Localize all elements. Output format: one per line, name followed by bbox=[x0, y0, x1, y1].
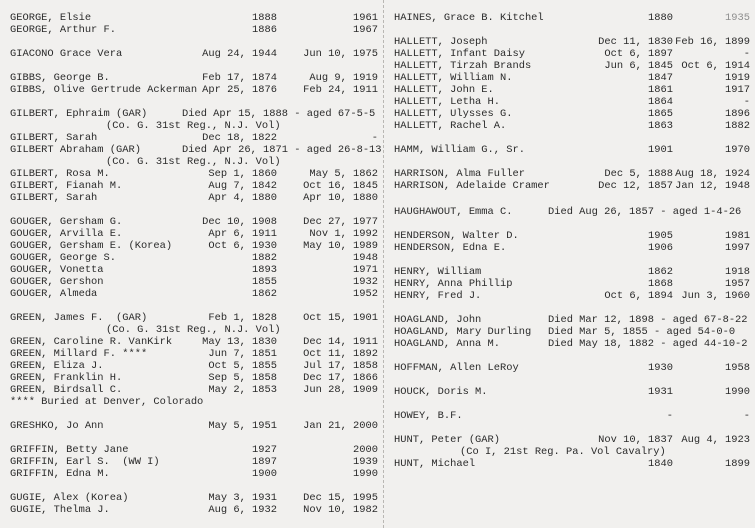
entry-birth-date: Jun 6, 1845 bbox=[604, 60, 673, 72]
entry-death-date: - bbox=[743, 48, 750, 60]
entry-death-date: Aug 9, 1919 bbox=[309, 72, 378, 84]
entry-name: HOAGLAND, Mary Durling bbox=[394, 326, 532, 338]
entry-military-unit: (Co I, 21st Reg. Pa. Vol Cavalry) bbox=[460, 446, 666, 458]
entry-death-date: Oct 15, 1901 bbox=[303, 312, 378, 324]
burial-entry bbox=[0, 456, 383, 468]
entry-death-date: Jun 3, 1960 bbox=[681, 290, 750, 302]
entry-death-date: 1997 bbox=[725, 242, 750, 254]
entry-birth-date: 1901 bbox=[648, 144, 673, 156]
entry-birth-date: May 5, 1951 bbox=[208, 420, 277, 432]
entry-death-date: - bbox=[371, 132, 378, 144]
entry-birth-date: May 13, 1830 bbox=[202, 336, 277, 348]
entry-death-date: 1990 bbox=[725, 386, 750, 398]
entry-name: HENRY, Anna Phillip bbox=[394, 278, 513, 290]
entry-birth-date: - bbox=[666, 410, 673, 422]
burial-entry bbox=[0, 240, 383, 252]
entry-death-date: 1971 bbox=[353, 264, 378, 276]
entry-birth-date: 1930 bbox=[648, 362, 673, 374]
entry-name: HALLETT, John E. bbox=[394, 84, 494, 96]
entry-name: GRIFFIN, Edna M. bbox=[10, 468, 110, 480]
entry-death-date: 1990 bbox=[353, 468, 378, 480]
entry-name: HUNT, Peter (GAR) bbox=[394, 434, 501, 446]
entry-birth-date: Sep 5, 1858 bbox=[208, 372, 277, 384]
burial-entry bbox=[384, 36, 755, 48]
entry-name: HARRISON, Adelaide Cramer bbox=[394, 180, 550, 192]
entry-name: HENRY, William bbox=[394, 266, 482, 278]
entry-birth-date: Oct 6, 1897 bbox=[604, 48, 673, 60]
entry-death-date: 2000 bbox=[353, 444, 378, 456]
burial-entry bbox=[384, 96, 755, 108]
burial-entry bbox=[0, 288, 383, 300]
burial-entry bbox=[384, 168, 755, 180]
burial-entry bbox=[384, 206, 755, 218]
burial-entry bbox=[0, 252, 383, 264]
burial-entry bbox=[0, 144, 383, 156]
entry-name: HALLETT, Tirzah Brands bbox=[394, 60, 532, 72]
entry-birth-date: 1864 bbox=[648, 96, 673, 108]
entry-death-date: Aug 18, 1924 bbox=[675, 168, 750, 180]
burial-entry bbox=[0, 420, 383, 432]
entry-name: HALLETT, Infant Daisy bbox=[394, 48, 525, 60]
burial-entry bbox=[0, 504, 383, 516]
entry-name: GILBERT Abraham (GAR) bbox=[10, 144, 141, 156]
burial-entry bbox=[0, 468, 383, 480]
burial-entry bbox=[0, 180, 383, 192]
entry-name: GREEN, Caroline R. VanKirk bbox=[10, 336, 173, 348]
entry-name: GILBERT, Sarah bbox=[10, 132, 98, 144]
entry-name: HOAGLAND, John bbox=[394, 314, 482, 326]
entry-name: HALLETT, William N. bbox=[394, 72, 513, 84]
entry-death-date: 1896 bbox=[725, 108, 750, 120]
entry-military-unit: (Co. G. 31st Reg., N.J. Vol) bbox=[106, 156, 281, 168]
entry-death-date: - bbox=[743, 96, 750, 108]
burial-entry bbox=[0, 492, 383, 504]
entry-name: GILBERT, Rosa M. bbox=[10, 168, 110, 180]
entry-name: HAUGHAWOUT, Emma C. bbox=[394, 206, 513, 218]
entry-death-date: Nov 10, 1982 bbox=[303, 504, 378, 516]
burial-entry bbox=[384, 144, 755, 156]
burial-entry bbox=[0, 396, 383, 408]
entry-birth-date: Apr 25, 1876 bbox=[202, 84, 277, 96]
entry-death-date: Dec 15, 1995 bbox=[303, 492, 378, 504]
entry-birth-date: Oct 5, 1855 bbox=[208, 360, 277, 372]
entry-birth-date: 1861 bbox=[648, 84, 673, 96]
entry-name: GILBERT, Fianah M. bbox=[10, 180, 123, 192]
entry-birth-date: Dec 18, 1822 bbox=[202, 132, 277, 144]
entry-name: **** Buried at Denver, Colorado bbox=[10, 396, 204, 408]
burial-entry bbox=[0, 228, 383, 240]
entry-birth-date: 1863 bbox=[648, 120, 673, 132]
burial-entry bbox=[0, 264, 383, 276]
entry-birth-date: Feb 1, 1828 bbox=[208, 312, 277, 324]
entry-birth-date: 1865 bbox=[648, 108, 673, 120]
entry-name: HALLETT, Joseph bbox=[394, 36, 488, 48]
entry-name: GOUGER, Gershon bbox=[10, 276, 104, 288]
entry-birth-date: Jun 7, 1851 bbox=[208, 348, 277, 360]
entry-death-note: Died Apr 26, 1871 - aged 26-8-13 bbox=[182, 144, 382, 156]
entry-birth-date: Dec 5, 1888 bbox=[604, 168, 673, 180]
entry-birth-date: Apr 4, 1880 bbox=[208, 192, 277, 204]
entry-name: GREEN, James F. (GAR) bbox=[10, 312, 148, 324]
entry-name: HOUCK, Doris M. bbox=[394, 386, 488, 398]
entry-birth-date: 1868 bbox=[648, 278, 673, 290]
entry-birth-date: Sep 1, 1860 bbox=[208, 168, 277, 180]
entry-death-note: Died Aug 26, 1857 - aged 1-4-26 bbox=[548, 206, 742, 218]
entry-death-date: 1932 bbox=[353, 276, 378, 288]
entry-name: GRESHKO, Jo Ann bbox=[10, 420, 104, 432]
entry-name: HENDERSON, Walter D. bbox=[394, 230, 519, 242]
entry-death-date: 1957 bbox=[725, 278, 750, 290]
burial-entry bbox=[0, 348, 383, 360]
entry-birth-date: 1880 bbox=[648, 12, 673, 24]
entry-death-date: 1952 bbox=[353, 288, 378, 300]
burial-entry bbox=[0, 384, 383, 396]
entry-name: HENDERSON, Edna E. bbox=[394, 242, 507, 254]
burial-entry bbox=[0, 360, 383, 372]
entry-name: GUGIE, Alex (Korea) bbox=[10, 492, 129, 504]
entry-birth-date: 1855 bbox=[252, 276, 277, 288]
entry-birth-date: Dec 12, 1857 bbox=[598, 180, 673, 192]
entry-death-date: Oct 11, 1892 bbox=[303, 348, 378, 360]
entry-name: HALLETT, Rachel A. bbox=[394, 120, 507, 132]
entry-birth-date: 1840 bbox=[648, 458, 673, 470]
entry-subline bbox=[0, 120, 383, 132]
entry-name: GUGIE, Thelma J. bbox=[10, 504, 110, 516]
entry-name: HAMM, William G., Sr. bbox=[394, 144, 525, 156]
entry-death-date: Jul 17, 1858 bbox=[303, 360, 378, 372]
entry-name: GRIFFIN, Betty Jane bbox=[10, 444, 129, 456]
entry-name: GEORGE, Arthur F. bbox=[10, 24, 117, 36]
entry-death-date: Oct 16, 1845 bbox=[303, 180, 378, 192]
entry-name: GOUGER, Arvilla E. bbox=[10, 228, 123, 240]
burial-entry bbox=[0, 276, 383, 288]
entry-subline bbox=[384, 446, 755, 458]
burial-entry bbox=[384, 290, 755, 302]
entry-birth-date: May 3, 1931 bbox=[208, 492, 277, 504]
entry-name: GOUGER, Vonetta bbox=[10, 264, 104, 276]
entry-death-date: 1935 bbox=[725, 12, 750, 24]
entry-birth-date: Nov 10, 1837 bbox=[598, 434, 673, 446]
burial-entry bbox=[0, 132, 383, 144]
burial-entry bbox=[0, 48, 383, 60]
entry-death-date: Apr 10, 1880 bbox=[303, 192, 378, 204]
entry-death-date: 1882 bbox=[725, 120, 750, 132]
entry-birth-date: 1905 bbox=[648, 230, 673, 242]
entry-death-date: Jun 10, 1975 bbox=[303, 48, 378, 60]
entry-name: GIACONO Grace Vera bbox=[10, 48, 123, 60]
entry-name: GEORGE, Elsie bbox=[10, 12, 92, 24]
entry-name: GOUGER, Gersham G. bbox=[10, 216, 123, 228]
burial-entry bbox=[384, 60, 755, 72]
entry-birth-date: 1927 bbox=[252, 444, 277, 456]
entry-death-date: Jan 21, 2000 bbox=[303, 420, 378, 432]
entry-name: GOUGER, Almeda bbox=[10, 288, 98, 300]
burial-entry bbox=[384, 434, 755, 446]
entry-name: GILBERT, Ephraim (GAR) bbox=[10, 108, 148, 120]
entry-name: GREEN, Franklin H. bbox=[10, 372, 123, 384]
entry-birth-date: Apr 6, 1911 bbox=[208, 228, 277, 240]
entry-death-date: May 5, 1862 bbox=[309, 168, 378, 180]
entry-birth-date: 1886 bbox=[252, 24, 277, 36]
entry-name: HENRY, Fred J. bbox=[394, 290, 482, 302]
entry-death-date: Oct 6, 1914 bbox=[681, 60, 750, 72]
burial-entry bbox=[384, 120, 755, 132]
entry-death-date: 1958 bbox=[725, 362, 750, 374]
entry-death-note: Died Mar 12, 1898 - aged 67-8-22 bbox=[548, 314, 748, 326]
entry-birth-date: 1931 bbox=[648, 386, 673, 398]
entry-subline bbox=[0, 156, 383, 168]
entry-death-date: 1918 bbox=[725, 266, 750, 278]
burial-entry bbox=[0, 216, 383, 228]
entry-birth-date: Dec 11, 1830 bbox=[598, 36, 673, 48]
entry-birth-date: 1900 bbox=[252, 468, 277, 480]
burial-entry bbox=[0, 444, 383, 456]
entry-subline bbox=[0, 324, 383, 336]
burial-entry bbox=[384, 266, 755, 278]
entry-birth-date: 1862 bbox=[252, 288, 277, 300]
entry-death-date: Dec 27, 1977 bbox=[303, 216, 378, 228]
entry-death-date: 1967 bbox=[353, 24, 378, 36]
burial-entry bbox=[384, 108, 755, 120]
entry-death-date: Feb 24, 1911 bbox=[303, 84, 378, 96]
burial-entry bbox=[0, 372, 383, 384]
entry-name: GRIFFIN, Earl S. (WW I) bbox=[10, 456, 160, 468]
entry-birth-date: 1888 bbox=[252, 12, 277, 24]
burial-entry bbox=[384, 410, 755, 422]
entry-death-date: 1970 bbox=[725, 144, 750, 156]
entry-name: GREEN, Birdsall C. bbox=[10, 384, 123, 396]
burial-entry bbox=[384, 338, 755, 350]
burial-entry bbox=[384, 84, 755, 96]
entry-death-date: May 10, 1989 bbox=[303, 240, 378, 252]
entry-death-date: Aug 4, 1923 bbox=[681, 434, 750, 446]
entry-name: GOUGER, George S. bbox=[10, 252, 117, 264]
burial-entry bbox=[384, 180, 755, 192]
entry-death-date: - bbox=[743, 410, 750, 422]
burial-entry bbox=[384, 12, 755, 24]
entry-name: HOFFMAN, Allen LeRoy bbox=[394, 362, 519, 374]
entry-name: GILBERT, Sarah bbox=[10, 192, 98, 204]
entry-birth-date: Aug 6, 1932 bbox=[208, 504, 277, 516]
entry-birth-date: Oct 6, 1930 bbox=[208, 240, 277, 252]
entry-birth-date: Aug 7, 1842 bbox=[208, 180, 277, 192]
entry-name: GREEN, Millard F. **** bbox=[10, 348, 148, 360]
entry-birth-date: 1897 bbox=[252, 456, 277, 468]
entry-birth-date: May 2, 1853 bbox=[208, 384, 277, 396]
entry-death-date: 1899 bbox=[725, 458, 750, 470]
entry-name: HUNT, Michael bbox=[394, 458, 476, 470]
entry-birth-date: Oct 6, 1894 bbox=[604, 290, 673, 302]
burial-entry bbox=[384, 72, 755, 84]
entry-death-date: Nov 1, 1992 bbox=[309, 228, 378, 240]
entry-birth-date: Aug 24, 1944 bbox=[202, 48, 277, 60]
entry-name: GIBBS, Olive Gertrude Ackerman bbox=[10, 84, 198, 96]
burial-entry bbox=[0, 312, 383, 324]
burial-entry bbox=[0, 12, 383, 24]
entry-name: GOUGER, Gersham E. (Korea) bbox=[10, 240, 173, 252]
burial-entry bbox=[384, 314, 755, 326]
entry-birth-date: 1893 bbox=[252, 264, 277, 276]
entry-birth-date: Feb 17, 1874 bbox=[202, 72, 277, 84]
entry-birth-date: 1906 bbox=[648, 242, 673, 254]
entry-death-note: Died Mar 5, 1855 - aged 54-0-0 bbox=[548, 326, 736, 338]
burial-entry bbox=[384, 362, 755, 374]
entry-name: HOAGLAND, Anna M. bbox=[394, 338, 501, 350]
burial-entry bbox=[384, 326, 755, 338]
entry-birth-date: 1862 bbox=[648, 266, 673, 278]
entry-death-date: 1961 bbox=[353, 12, 378, 24]
entry-name: HALLETT, Ulysses G. bbox=[394, 108, 513, 120]
burial-entry bbox=[0, 192, 383, 204]
entry-name: HOWEY, B.F. bbox=[394, 410, 463, 422]
burial-entry bbox=[0, 24, 383, 36]
entry-death-date: Jun 28, 1909 bbox=[303, 384, 378, 396]
entry-death-date: 1939 bbox=[353, 456, 378, 468]
burial-entry bbox=[384, 458, 755, 470]
entry-death-date: 1917 bbox=[725, 84, 750, 96]
entry-military-unit: (Co. G. 31st Reg., N.J. Vol) bbox=[106, 120, 281, 132]
burial-entry bbox=[0, 72, 383, 84]
entry-death-date: Jan 12, 1948 bbox=[675, 180, 750, 192]
burial-entry bbox=[384, 242, 755, 254]
entry-name: HAINES, Grace B. Kitchel bbox=[394, 12, 544, 24]
entry-death-note: Died May 18, 1882 - aged 44-10-2 bbox=[548, 338, 748, 350]
entry-death-date: 1981 bbox=[725, 230, 750, 242]
burial-entry bbox=[0, 108, 383, 120]
burial-entry bbox=[0, 336, 383, 348]
entry-death-date: 1948 bbox=[353, 252, 378, 264]
entry-death-date: Dec 17, 1866 bbox=[303, 372, 378, 384]
burial-entry bbox=[384, 48, 755, 60]
burial-entry bbox=[0, 168, 383, 180]
entry-name: GREEN, Eliza J. bbox=[10, 360, 104, 372]
entry-death-date: 1919 bbox=[725, 72, 750, 84]
burial-entry bbox=[384, 386, 755, 398]
entry-death-date: Dec 14, 1911 bbox=[303, 336, 378, 348]
entry-death-note: Died Apr 15, 1888 - aged 67-5-5 bbox=[182, 108, 376, 120]
burial-entry bbox=[384, 230, 755, 242]
entry-birth-date: 1882 bbox=[252, 252, 277, 264]
entry-military-unit: (Co. G. 31st Reg., N.J. Vol) bbox=[106, 324, 281, 336]
entry-name: HALLETT, Letha H. bbox=[394, 96, 501, 108]
entry-birth-date: 1847 bbox=[648, 72, 673, 84]
burial-entry bbox=[384, 278, 755, 290]
entry-name: HARRISON, Alma Fuller bbox=[394, 168, 525, 180]
entry-death-date: Feb 16, 1899 bbox=[675, 36, 750, 48]
entry-birth-date: Dec 10, 1908 bbox=[202, 216, 277, 228]
entry-name: GIBBS, George B. bbox=[10, 72, 110, 84]
burial-entry bbox=[0, 84, 383, 96]
